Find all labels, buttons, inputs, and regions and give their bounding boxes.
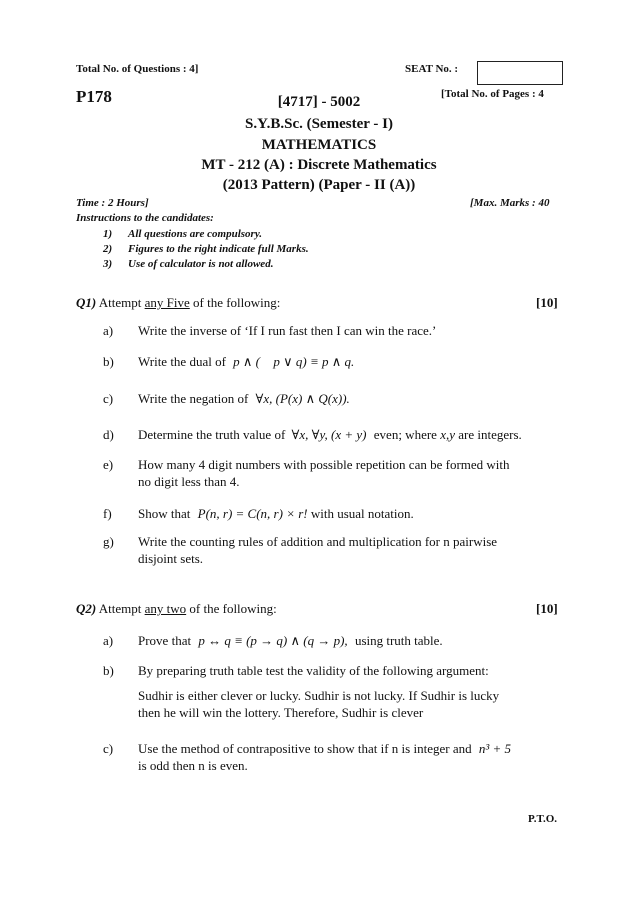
instruction-num: 1) [103, 228, 113, 240]
q2c-letter: c) [103, 741, 114, 756]
q1e-text [138, 456, 564, 490]
q1d-text-part2: even; where [373, 427, 437, 442]
q1f-text-part: Show that [138, 506, 191, 521]
total-pages: [Total No. of Pages : 4 [441, 88, 544, 100]
q1d-math2: x,y [440, 427, 455, 442]
q1e-letter: e) [103, 457, 114, 472]
q2a-text-part: Prove that [138, 633, 192, 648]
pto: P.T.O. [528, 813, 558, 825]
course: S.Y.B.Sc. (Semester - I) [245, 116, 393, 132]
q2b-line2: Sudhir is either clever or lucky. Sudhir is not lucky. If Sudhir is lucky [138, 688, 500, 703]
q1-heading [76, 294, 280, 311]
q1-suffix: of the following: [189, 295, 281, 310]
max-marks: [Max. Marks : 40 [470, 197, 550, 209]
q1c-math: ∀x, (P(x) ∧ Q(x)). [255, 391, 350, 406]
q1d-letter: d) [103, 427, 114, 442]
time-label: Time : 2 Hours] [76, 197, 149, 209]
instruction-num: 2) [103, 243, 113, 255]
instructions-heading: Instructions to the candidates: [76, 212, 214, 224]
q2-heading [76, 600, 277, 617]
q1-marks: [10] [536, 295, 558, 310]
q1g-line1: Write the counting rules of addition and multiplication for n pairwise [138, 534, 498, 549]
pattern: (2013 Pattern) (Paper - II (A)) [222, 177, 416, 193]
q2a-letter: a) [103, 633, 114, 648]
q2-suffix: of the following: [186, 601, 277, 616]
q1-emph: any Five [144, 295, 190, 310]
q1f-text [138, 505, 564, 522]
q1g-text [138, 533, 564, 567]
q1f-math: P(n, r) = C(n, r) × r! [197, 506, 308, 521]
q1c-text [138, 390, 564, 407]
subject: MATHEMATICS [261, 137, 377, 153]
q2b-text [138, 662, 564, 721]
q1g-line2: disjoint sets. [138, 551, 204, 566]
q2-emph: any two [144, 601, 187, 616]
q2b-line3: then he will win the lottery. Therefore, Sudhir is clever [138, 705, 424, 720]
q1e-line1: How many 4 digit numbers with possible repetition can be formed with [138, 457, 510, 472]
q2-prefix: Attempt [98, 601, 145, 616]
q1d-math: ∀x, ∀y, (x + y) [291, 427, 367, 442]
q2c-math: n³ + 5 [478, 741, 512, 756]
q1f-letter: f) [103, 506, 112, 521]
q1d-text-part: Determine the truth value of [138, 427, 286, 442]
q1b-text [138, 353, 564, 370]
seat-no-box[interactable] [477, 61, 563, 85]
seat-no-label: SEAT No. : [405, 63, 459, 75]
q2-marks: [10] [536, 601, 558, 616]
q1a-letter: a) [103, 323, 114, 338]
q2a-math: p ↔ q ≡ (p → q) ∧ (q → p), [198, 633, 348, 648]
q2-label: Q2) [76, 601, 97, 616]
q2c-line2: is odd then n is even. [138, 758, 248, 773]
q1b-letter: b) [103, 354, 114, 369]
q2c-line1 [138, 740, 564, 757]
q1-label: Q1) [76, 295, 97, 310]
q2c-text [138, 740, 564, 774]
q2c-text-part: Use the method of contrapositive to show that if n is integer and [138, 741, 472, 756]
q1a-text: Write the inverse of ‘If I run fast then I can win the race.’ [138, 323, 437, 338]
q2b-letter: b) [103, 663, 114, 678]
q1c-text-part: Write the negation of [138, 391, 249, 406]
q2a-text [138, 632, 564, 649]
instruction-text: Figures to the right indicate full Marks. [128, 243, 309, 255]
exam-code: [4717] - 5002 [277, 94, 361, 110]
q1e-line2: no digit less than 4. [138, 474, 240, 489]
q1d-text [138, 426, 564, 443]
q1g-letter: g) [103, 534, 114, 549]
q2b-line1: By preparing truth table test the validity of the following argument: [138, 663, 489, 678]
paper-code: P178 [76, 87, 112, 106]
q1b-text-part: Write the dual of [138, 354, 226, 369]
q1d-text-part3: are integers. [458, 427, 522, 442]
q2a-text-part2: using truth table. [354, 633, 443, 648]
instruction-text: Use of calculator is not allowed. [128, 258, 274, 270]
instruction-text: All questions are compulsory. [128, 228, 263, 240]
q1b-math: p ∧ ( p ∨ q) ≡ p ∧ q. [233, 354, 345, 369]
total-questions: Total No. of Questions : 4] [76, 63, 199, 75]
instruction-num: 3) [103, 258, 113, 270]
q1c-letter: c) [103, 391, 114, 406]
paper-title: MT - 212 (A) : Discrete Mathematics [201, 157, 437, 173]
q1f-text-part2: with usual notation. [310, 506, 414, 521]
q1-prefix: Attempt [98, 295, 145, 310]
